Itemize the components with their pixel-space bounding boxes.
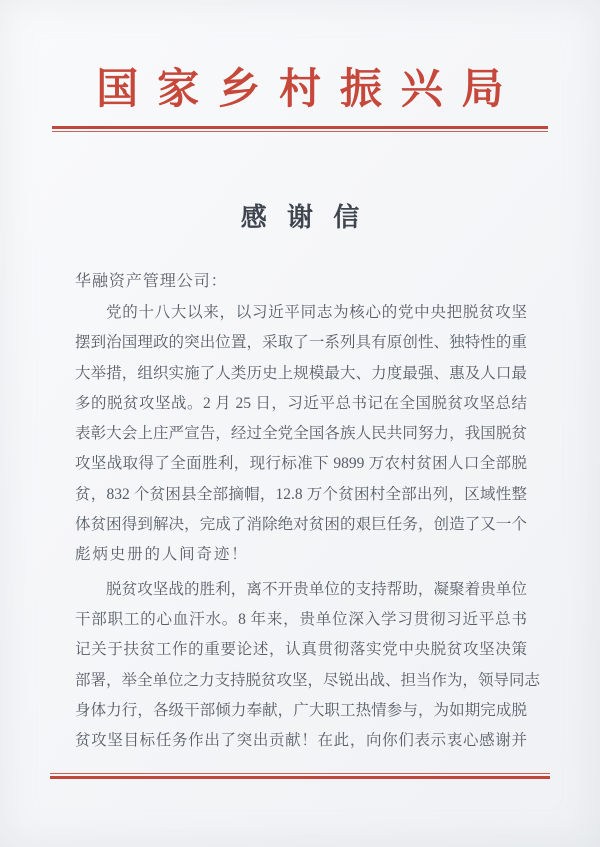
- body-line: 记关于扶贫工作的重要论述，认真贯彻落实党中央脱贫攻坚决策: [75, 641, 527, 659]
- footer-rule: [50, 773, 550, 779]
- body-line: 脱贫攻坚战的胜利，离不开贵单位的支持帮助，凝聚着贵单位: [106, 580, 527, 598]
- letter-title: 感谢信: [240, 203, 380, 232]
- body-line: 大举措，组织实施了人类历史上规模最大、力度最强、惠及人口最: [75, 364, 527, 382]
- body-line: 部署，举全单位之力支持脱贫攻坚，尽锐出战、担当作为，领导同志: [75, 671, 541, 689]
- paragraph-1: [75, 298, 527, 571]
- body-line: 彪炳史册的人间奇迹！: [75, 546, 249, 564]
- body-line: 身体力行，各级干部倾力奉献，广大职工热情参与，为如期完成脱: [75, 701, 527, 719]
- footer-rule-thick-line: [50, 776, 550, 779]
- org-name-heading: 国家乡村振兴局: [96, 67, 523, 113]
- body-line: 摆到治国理政的突出位置，采取了一系列具有原创性、独特性的重: [75, 334, 527, 352]
- body-line: 多的脱贫攻坚战。2 月 25 日，习近平总书记在全国脱贫攻坚总结: [75, 394, 527, 412]
- body-line: 干部职工的心血汗水。8 年来，贵单位深入学习贯彻习近平总书: [75, 610, 527, 628]
- header-rule: [52, 126, 548, 132]
- body-line: 贫，832 个贫困县全部摘帽，12.8 万个贫困村全部出列，区域性整: [75, 485, 527, 503]
- body-line: 体贫困得到解决，完成了消除绝对贫困的艰巨任务，创造了又一个: [75, 516, 527, 534]
- body-line: 表彰大会上庄严宣告，经过全党全国各族人民共同努力，我国脱贫: [75, 425, 527, 443]
- body-line: 攻坚战取得了全面胜利，现行标准下 9899 万农村贫困人口全部脱: [75, 455, 527, 473]
- body-line: 贫攻坚目标任务作出了突出贡献！在此，向你们表示衷心感谢并: [75, 732, 527, 750]
- body-line: 党的十八大以来，以习近平同志为核心的党中央把脱贫攻坚: [106, 304, 527, 321]
- salutation: 华融资产管理公司：: [75, 273, 228, 290]
- paragraph-2: [75, 575, 541, 757]
- letter-body: [75, 266, 541, 756]
- header-rule-thin-line: [52, 131, 548, 132]
